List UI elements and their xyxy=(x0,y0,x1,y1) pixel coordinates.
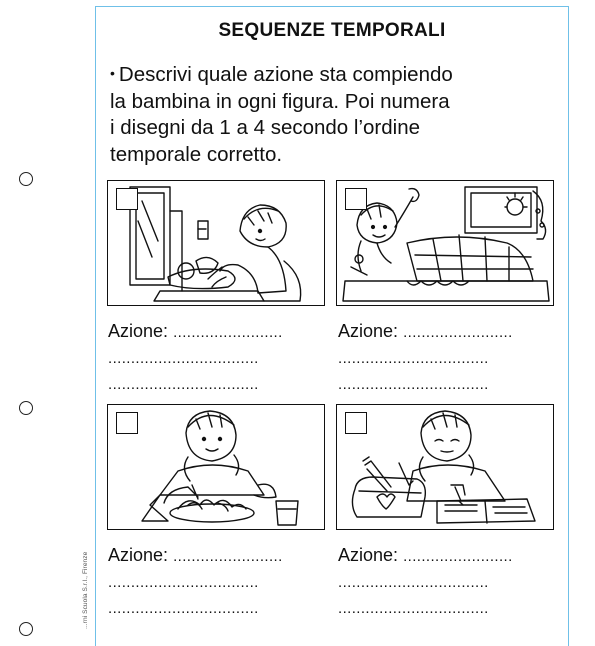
answer-label-4: Azione: xyxy=(338,545,399,565)
binder-hole-2 xyxy=(19,401,33,415)
instruction-line-2: la bambina in ogni figura. Poi numera xyxy=(110,89,450,113)
answer-dots-1b: ................................. xyxy=(108,350,259,367)
order-number-box-2[interactable] xyxy=(345,188,367,210)
picture-panel-3 xyxy=(107,404,325,530)
answer-label-3: Azione: xyxy=(108,545,169,565)
answer-dots-1c: ................................. xyxy=(108,376,259,393)
answer-dots-2b: ................................. xyxy=(338,350,489,367)
answer-field-1[interactable] xyxy=(108,318,328,398)
binder-hole-1 xyxy=(19,172,33,186)
binder-hole-3 xyxy=(19,622,33,636)
answer-dots-2a: ........................ xyxy=(403,324,513,341)
order-number-box-1[interactable] xyxy=(116,188,138,210)
doing-homework-icon xyxy=(337,405,554,530)
bullet-icon: • xyxy=(110,65,115,81)
answer-field-2[interactable] xyxy=(338,318,558,398)
answer-field-3[interactable] xyxy=(108,542,328,622)
order-number-box-3[interactable] xyxy=(116,412,138,434)
publisher-credit: ...rni Scuola S.r.l., Firenze xyxy=(82,551,89,629)
answer-dots-3b: ................................. xyxy=(108,574,259,591)
order-number-box-4[interactable] xyxy=(345,412,367,434)
answer-dots-3c: ................................. xyxy=(108,600,259,617)
instruction-line-4: temporale corretto. xyxy=(110,142,283,166)
picture-panel-1 xyxy=(107,180,325,306)
answer-field-4[interactable] xyxy=(338,542,558,622)
answer-dots-1a: ........................ xyxy=(173,324,283,341)
answer-dots-4a: ........................ xyxy=(403,548,513,565)
page-title: SEQUENZE TEMPORALI xyxy=(218,20,446,41)
washing-hands-icon xyxy=(108,181,325,306)
answer-dots-4c: ................................. xyxy=(338,600,489,617)
answer-dots-2c: ................................. xyxy=(338,376,489,393)
answer-dots-3a: ........................ xyxy=(173,548,283,565)
picture-panel-4 xyxy=(336,404,554,530)
instruction-line-3: i disegni da 1 a 4 secondo l’ordine xyxy=(110,116,420,139)
waking-up-icon xyxy=(337,181,554,306)
answer-dots-4b: ................................. xyxy=(338,574,489,591)
instruction-line-1: Descrivi quale azione sta compiendo xyxy=(118,63,453,86)
eating-pasta-icon xyxy=(108,405,325,530)
answer-label-2: Azione: xyxy=(338,321,399,341)
picture-panel-2 xyxy=(336,180,554,306)
instructions xyxy=(110,60,530,168)
answer-label-1: Azione: xyxy=(108,321,169,341)
